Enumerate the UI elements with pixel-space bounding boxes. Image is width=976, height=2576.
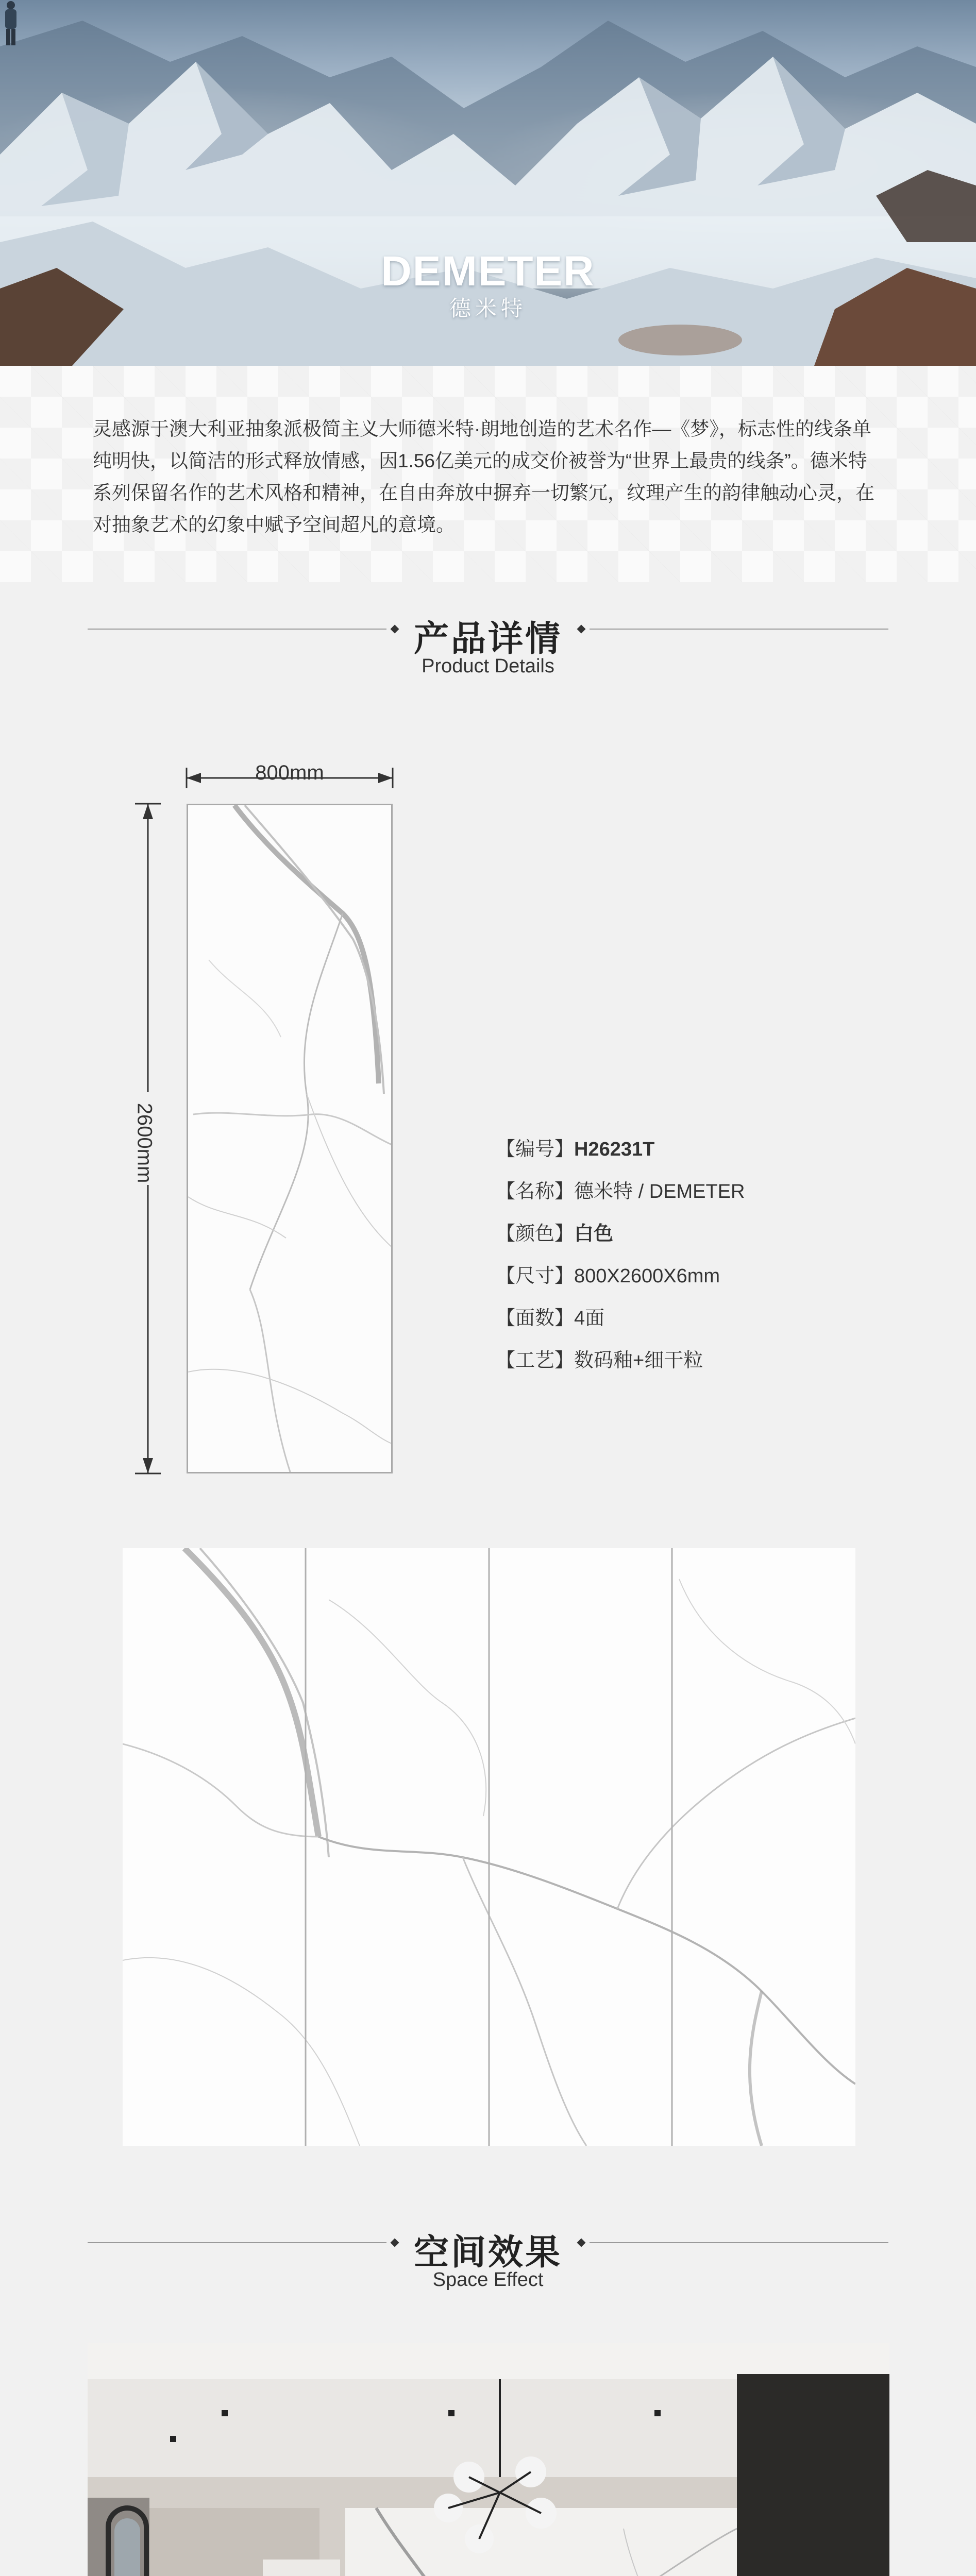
heading-title-cn: 空间效果 [413,2233,562,2272]
spec-key: 【工艺】 [496,1350,575,1371]
spec-row-craft [496,1340,745,1382]
spec-row-size [496,1255,745,1297]
spec-value: 白色 [574,1223,614,1245]
spec-row-name [496,1171,745,1213]
spec-key: 【颜色】 [496,1223,575,1245]
spec-value: 数码釉+细干粒 [574,1350,703,1371]
marble-slab-four-panels [123,1548,855,2146]
spec-row-color [496,1213,745,1255]
height-dimension-label: 2600mm [133,1103,156,1183]
four-panel-veins [123,1548,855,2146]
spec-key: 【名称】 [496,1181,575,1202]
hero-subtitle: 德米特 [449,296,527,320]
marble-veins [188,805,393,1473]
heading-title-en: Space Effect [432,2269,544,2291]
hero-title: DEMETER [381,248,595,295]
spec-list [496,1128,745,1382]
room-scene-image [88,2343,889,2576]
spec-row-code [496,1128,745,1171]
living-room-illustration [88,2343,889,2576]
intro-paragraph: 灵感源于澳大利亚抽象派极简主义大师德米特·朗地创造的艺术名作—《梦》，标志性的线条单纯明快，以简洁的形式释放情感，因1.56亿美元的成交价被誉为“世界上最贵的线条”。德米特系列保留名作的艺术风格和精神，在自由奔放中摒弃一切繁冗，纹理产生的韵律触动心灵，在对抽象艺术的幻象中赋予空间超凡的意境。 [93,418,874,535]
heading-divider-right [590,2242,888,2243]
spec-key: 【面数】 [496,1308,575,1329]
marble-slab-single [187,804,393,1473]
spec-value: 4面 [574,1308,605,1329]
spec-value: H26231T [574,1139,655,1160]
spec-key: 【编号】 [496,1139,575,1160]
space-effect-heading [0,2225,976,2297]
spec-key: 【尺寸】 [496,1265,575,1287]
heading-title-en: Product Details [422,655,554,677]
width-dimension-label: 800mm [255,761,324,784]
heading-title-cn: 产品详情 [413,619,562,658]
spec-value: 德米特 / DEMETER [574,1181,745,1202]
spec-value: 800X2600X6mm [574,1265,720,1287]
spec-row-faces [496,1297,745,1340]
